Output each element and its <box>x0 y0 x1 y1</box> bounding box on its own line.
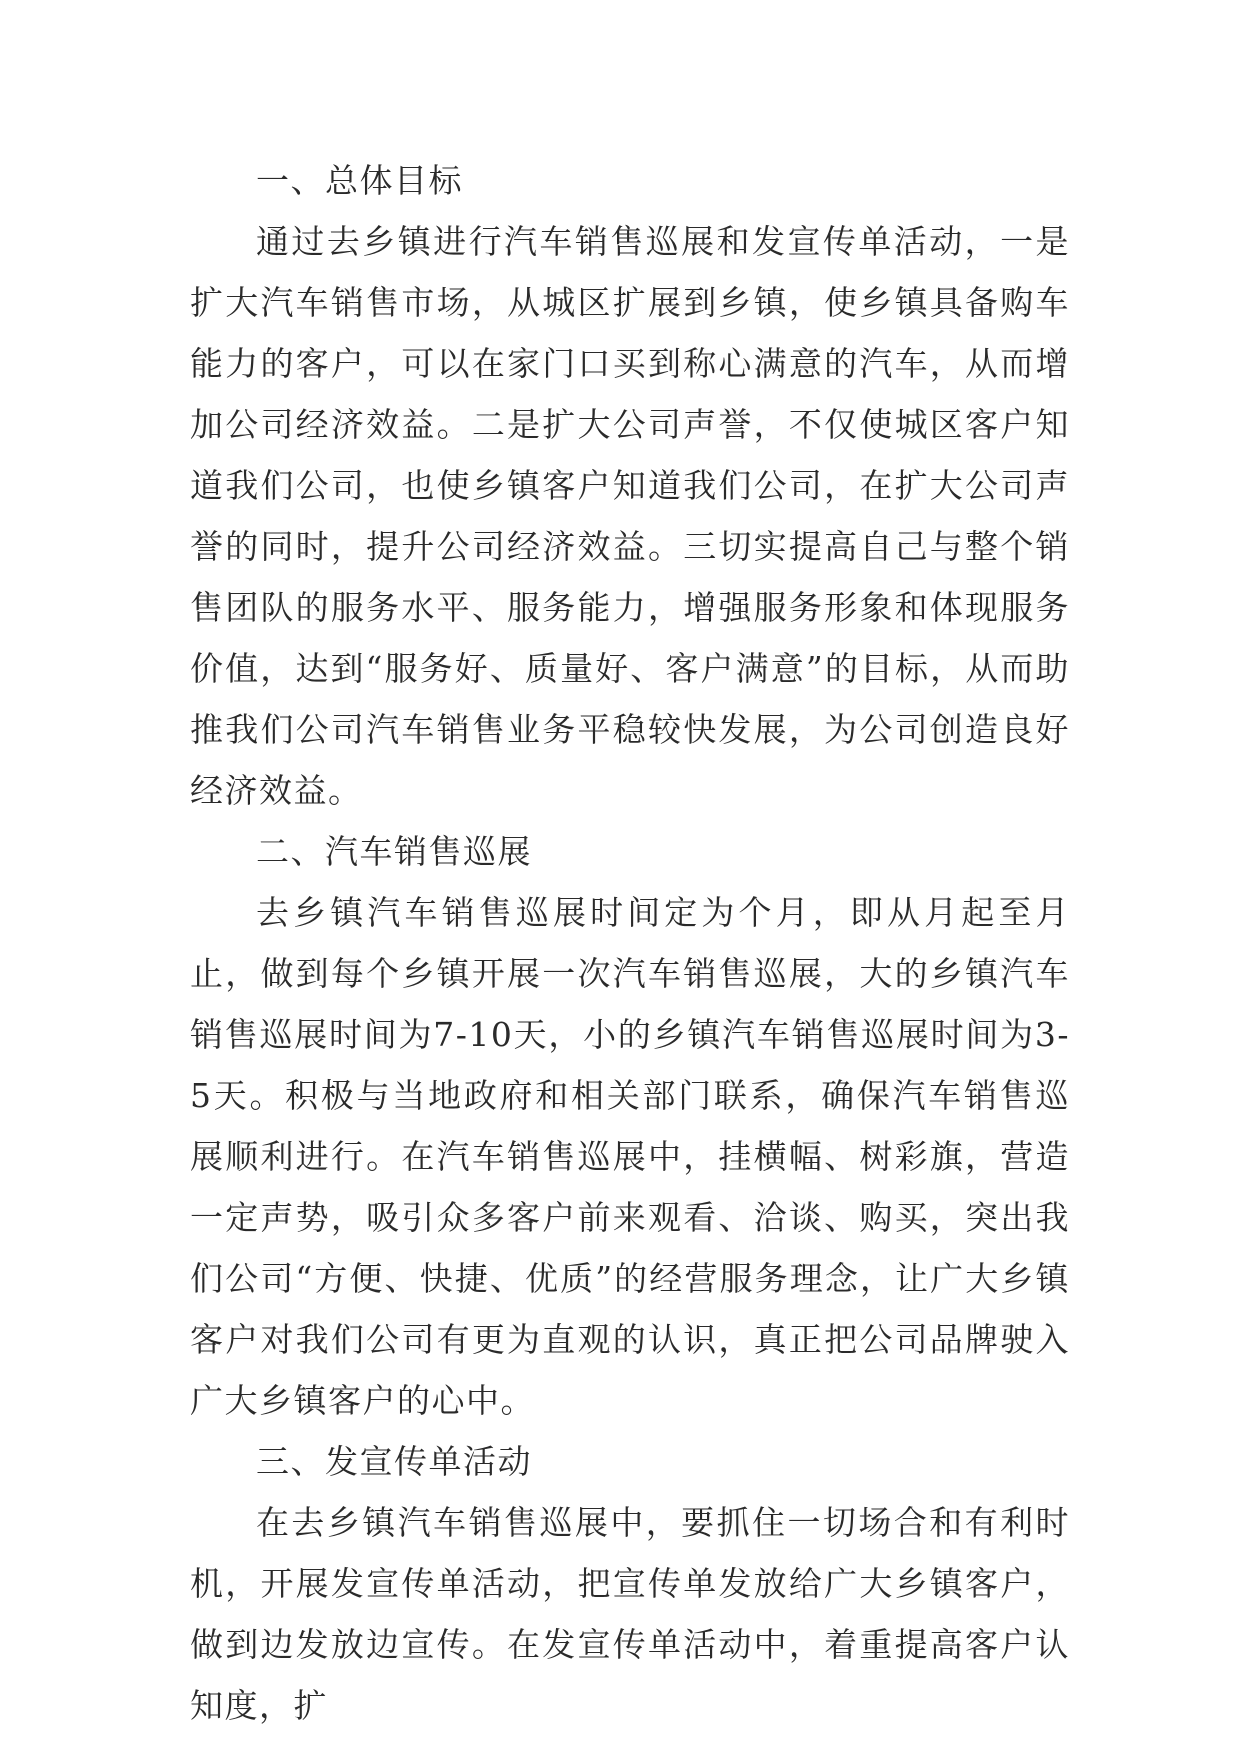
paragraph-flyer-activity: 在去乡镇汽车销售巡展中，要抓住一切场合和有利时机，开展发宣传单活动，把宣传单发放给广大乡镇客户，做到边发放边宣传。在发宣传单活动中，着重提高客户认知度，扩 <box>190 1503 1070 1725</box>
section-heading-flyer-activity: 三、发宣传单活动 <box>256 1442 532 1481</box>
paragraph-sales-tour: 去乡镇汽车销售巡展时间定为个月，即从月起至月止，做到每个乡镇开展一次汽车销售巡展，大的乡镇汽车销售巡展时间为7-10天，小的乡镇汽车销售巡展时间为3-5天。积极与当地政府和相关部门联系，确保汽车销售巡展顺利进行。在汽车销售巡展中，挂横幅、树彩旗，营造一定声势，吸引众多客户前来观看、洽谈、购买，突出我们公司“方便、快捷、优质”的经营服务理念，让广大乡镇客户对我们公司有更为直观的认识，真正把公司品牌驶入广大乡镇客户的心中。 <box>190 893 1070 1420</box>
document-body <box>190 150 1070 1736</box>
section-heading-overall-goals: 一、总体目标 <box>256 161 463 200</box>
paragraph-overall-goals: 通过去乡镇进行汽车销售巡展和发宣传单活动，一是扩大汽车销售市场，从城区扩展到乡镇，使乡镇具备购车能力的客户，可以在家门口买到称心满意的汽车，从而增加公司经济效益。二是扩大公司声誉，不仅使城区客户知道我们公司，也使乡镇客户知道我们公司，在扩大公司声誉的同时，提升公司经济效益。三切实提高自己与整个销售团队的服务水平、服务能力，增强服务形象和体现服务价值，达到“服务好、质量好、客户满意”的目标，从而助推我们公司汽车销售业务平稳较快发展，为公司创造良好经济效益。 <box>190 222 1070 810</box>
section-heading-sales-tour: 二、汽车销售巡展 <box>256 832 532 871</box>
